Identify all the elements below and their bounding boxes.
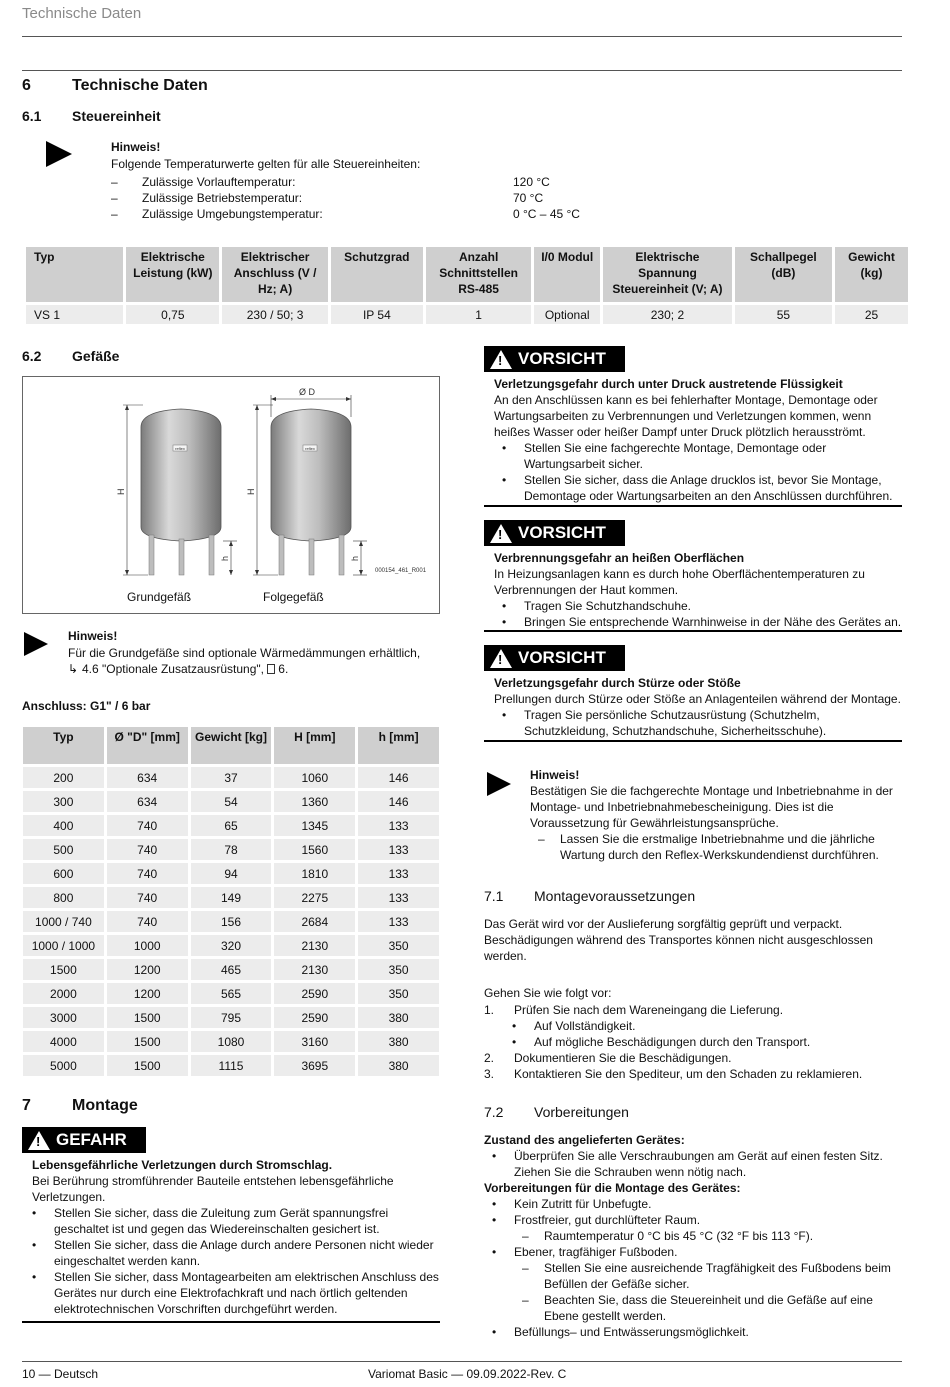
figure-label-left: Grundgefäß <box>127 590 192 604</box>
table-cell: 3160 <box>274 1031 355 1052</box>
note-reference <box>68 661 288 677</box>
footer-document: Variomat Basic — 09.09.2022-Rev. C <box>368 1367 567 1381</box>
table-header: Gewicht [kg] <box>191 727 272 764</box>
table-header: Anzahl Schnittstellen RS-485 <box>426 247 531 302</box>
table-cell: 320 <box>191 935 272 956</box>
table-row <box>23 935 439 956</box>
table-cell: 350 <box>358 983 439 1004</box>
table-cell: 1500 <box>107 1031 188 1052</box>
figure-label-right: Folgegefäß <box>263 590 324 604</box>
table-cell: 0,75 <box>126 305 219 324</box>
table-row <box>23 911 439 932</box>
note-arrow-icon <box>46 141 72 167</box>
table-cell: 133 <box>358 863 439 884</box>
step-item: 2. Dokumentieren Sie die Beschädigungen. <box>484 1051 732 1065</box>
table-cell: 740 <box>107 815 188 836</box>
table-cell: IP 54 <box>331 305 423 324</box>
page-icon <box>267 664 275 674</box>
table-cell: 156 <box>191 911 272 932</box>
table-cell: 300 <box>23 791 104 812</box>
connection-spec: Anschluss: G1" / 6 bar <box>22 699 151 713</box>
caution-badge: ! VORSICHT <box>484 645 625 671</box>
danger-bullet: • Stellen Sie sicher, dass die Anlage durch andere Personen nicht wieder eingeschaltet werden kann. <box>24 1237 440 1269</box>
table-cell: 1810 <box>274 863 355 884</box>
caution-badge: ! VORSICHT <box>484 520 625 546</box>
folgegefaess-vessel <box>271 409 351 575</box>
table-cell: 133 <box>358 839 439 860</box>
table-header: Elektrische Leistung (kW) <box>126 247 219 302</box>
section-6-title: Technische Daten <box>72 77 208 94</box>
table-cell: 146 <box>358 791 439 812</box>
table-row <box>26 305 908 324</box>
caution-badge: ! VORSICHT <box>484 346 625 372</box>
temp-label: Zulässige Betriebstemperatur: <box>142 191 303 205</box>
step-item: 3. Kontaktieren Sie den Spediteur, um den Schaden zu reklamieren. <box>484 1067 863 1081</box>
temp-item: – Zulässige Vorlauftemperatur: 120 °C <box>111 175 550 189</box>
table-header: Typ <box>23 727 104 764</box>
table-cell: 230 / 50; 3 <box>222 305 327 324</box>
table-cell: 2275 <box>274 887 355 908</box>
danger-bullet: • Stellen Sie sicher, dass die Zuleitung zum Gerät spannungsfrei geschaltet ist und gegen das Wiedereinschalten gesichert ist. <box>24 1205 440 1237</box>
section-rule <box>22 70 902 71</box>
table-header: Elektrische Spannung Steuereinheit (V; A) <box>603 247 732 302</box>
footer-page: 10 — Deutsch <box>22 1367 99 1381</box>
state-bullet: • Überprüfen Sie alle Verschraubungen am Gerät auf einen festen Sitz. Ziehen Sie die Schrauben wenn nötig nach. <box>484 1148 902 1180</box>
svg-text:reflex: reflex <box>305 446 315 451</box>
table-cell: 634 <box>107 791 188 812</box>
reference-link[interactable]: 4.6 "Optionale Zusatzausrüstung", <box>82 662 268 676</box>
figure-id: 000154_461_R001 <box>375 568 427 574</box>
table-cell: 200 <box>23 767 104 788</box>
vessel-figure <box>22 376 440 614</box>
table-cell: 1345 <box>274 815 355 836</box>
section-7-1-number: 7.1 <box>484 888 504 904</box>
table-cell: 5000 <box>23 1055 104 1076</box>
table-cell: 465 <box>191 959 272 980</box>
temperature-list <box>111 174 611 222</box>
header-rule <box>22 36 902 37</box>
table-cell: 54 <box>191 791 272 812</box>
dimension-H-label: H <box>246 488 256 495</box>
prep-item: • Befüllungs– und Entwässerungsmöglichkeit. <box>484 1324 902 1340</box>
table-header: Typ <box>26 247 123 302</box>
section-7-2-number: 7.2 <box>484 1104 504 1120</box>
caution-bullet: • Tragen Sie Schutzhandschuhe. <box>494 598 902 614</box>
table-row <box>23 815 439 836</box>
prep-item: • Frostfreier, gut durchlüfteter Raum. <box>484 1212 902 1228</box>
table-cell: 800 <box>23 887 104 908</box>
caution-box-hot-surfaces <box>484 520 902 632</box>
table-cell: 380 <box>358 1007 439 1028</box>
caution-title: Verletzungsgefahr durch Stürze oder Stöße <box>494 675 741 690</box>
note-dash-item: – Lassen Sie die erstmalige Inbetriebnahme und die jährliche Wartung durch den Reflex-Werkskundendienst durchführen. <box>530 831 902 863</box>
caution-bullet: • Bringen Sie entsprechende Warnhinweise in der Nähe des Gerätes an. <box>494 614 902 630</box>
section-7-2-title: Vorbereitungen <box>534 1104 629 1120</box>
temp-item: – Zulässige Umgebungstemperatur: 0 °C – 45 °C <box>111 207 580 221</box>
table-cell: 400 <box>23 815 104 836</box>
section-7-1-paragraph: Das Gerät wird vor der Auslieferung sorgfältig geprüft und verpackt. Beschädigungen während des Transportes können nicht ausgeschlossen werden. <box>484 917 873 963</box>
caution-text: In Heizungsanlagen kann es durch hohe Oberflächentemperaturen zu Verbrennungen der Haut kommen. <box>494 566 865 597</box>
table-cell: 740 <box>107 911 188 932</box>
prep-subitem: – Raumtemperatur 0 °C bis 45 °C (32 °F bis 113 °F). <box>514 1228 902 1244</box>
note-title: Hinweis! <box>68 629 118 643</box>
table-cell: 1 <box>426 305 531 324</box>
table-cell: 1000 <box>107 935 188 956</box>
note-title: Hinweis! <box>530 768 580 782</box>
vessel-drawing <box>23 377 439 613</box>
table-cell: 37 <box>191 767 272 788</box>
table-cell: 2590 <box>274 983 355 1004</box>
table-cell: 1560 <box>274 839 355 860</box>
step-subitem: • Auf mögliche Beschädigungen durch den Transport. <box>504 1034 902 1050</box>
section-6-1-number: 6.1 <box>22 108 42 124</box>
steps-list <box>484 1002 902 1082</box>
table-cell: 350 <box>358 959 439 980</box>
table-header: Schallpegel (dB) <box>735 247 832 302</box>
table-cell: 146 <box>358 767 439 788</box>
prep-item: • Ebener, tragfähiger Fußboden. <box>484 1244 902 1260</box>
note-arrow-icon <box>487 772 511 796</box>
table-cell: Optional <box>534 305 600 324</box>
temp-item: – Zulässige Betriebstemperatur: 70 °C <box>111 191 544 205</box>
warning-icon <box>490 524 512 543</box>
table-header: I/0 Modul <box>534 247 600 302</box>
footer-rule <box>22 1361 902 1362</box>
caution-text: Prellungen durch Stürze oder Stöße an Anlagenteilen während der Montage. <box>494 691 901 706</box>
table-cell: 149 <box>191 887 272 908</box>
dimension-H-label: H <box>116 488 126 495</box>
section-7-number: 7 <box>22 1097 31 1114</box>
temp-value: 70 °C <box>513 191 544 205</box>
control-unit-table <box>23 244 911 327</box>
dimension-d-label: Ø D <box>299 387 316 397</box>
section-6-number: 6 <box>22 77 31 94</box>
svg-text:reflex: reflex <box>175 446 185 451</box>
table-cell: 740 <box>107 863 188 884</box>
table-row <box>23 767 439 788</box>
note-text-line1: Für die Grundgefäße sind optionale Wärmedämmungen erhältlich, <box>68 646 421 660</box>
table-row <box>23 863 439 884</box>
table-cell: 1500 <box>107 1055 188 1076</box>
dimension-h-label: h <box>350 555 360 561</box>
section-7-title: Montage <box>72 1097 138 1114</box>
table-row <box>23 839 439 860</box>
reference-page: 6. <box>278 662 289 676</box>
table-header: h [mm] <box>358 727 439 764</box>
table-cell: 1200 <box>107 983 188 1004</box>
section-6-1-title: Steuereinheit <box>72 108 161 124</box>
note-text: Folgende Temperaturwerte gelten für alle Steuereinheiten: <box>111 157 421 171</box>
danger-text: Bei Berührung stromführender Bauteile entstehen lebensgefährliche Verletzungen. <box>32 1173 394 1204</box>
table-cell: 1080 <box>191 1031 272 1052</box>
table-cell: 740 <box>107 839 188 860</box>
table-cell: 740 <box>107 887 188 908</box>
note-right <box>530 767 902 863</box>
prep-item: • Kein Zutritt für Unbefugte. <box>484 1196 902 1212</box>
table-header: H [mm] <box>274 727 355 764</box>
caution-bullet: • Tragen Sie persönliche Schutzausrüstung (Schutzhelm, Schutzkleidung, Schutzhandschuhe, Sicherheitsschuhe). <box>494 707 902 739</box>
temp-value: 0 °C – 45 °C <box>513 207 580 221</box>
table-cell: 2130 <box>274 935 355 956</box>
section-7-1-title: Montagevoraussetzungen <box>534 888 696 904</box>
table-cell: 1500 <box>107 1007 188 1028</box>
table-cell: 350 <box>358 935 439 956</box>
table-row <box>23 791 439 812</box>
table-cell: 2130 <box>274 959 355 980</box>
step-item: 1. Prüfen Sie nach dem Wareneingang die Lieferung. <box>484 1003 784 1017</box>
section-7-2-content <box>484 1132 902 1340</box>
table-cell: 2000 <box>23 983 104 1004</box>
temp-label: Zulässige Umgebungstemperatur: <box>142 207 323 221</box>
warning-icon <box>490 649 512 668</box>
table-row <box>23 1007 439 1028</box>
table-cell: 1000 / 740 <box>23 911 104 932</box>
reference-arrow-icon: ↳ <box>68 662 79 676</box>
table-row <box>23 1055 439 1076</box>
table-cell: 55 <box>735 305 832 324</box>
table-cell: 1200 <box>107 959 188 980</box>
table-cell: 78 <box>191 839 272 860</box>
table-cell: 1060 <box>274 767 355 788</box>
table-cell: 795 <box>191 1007 272 1028</box>
table-row <box>23 887 439 908</box>
prep-subitem: – Stellen Sie eine ausreichende Tragfähigkeit des Fußbodens beim Befüllen der Gefäße sicher. <box>514 1260 902 1292</box>
temp-label: Zulässige Vorlauftemperatur: <box>142 175 296 189</box>
step-subitem: • Auf Vollständigkeit. <box>504 1018 902 1034</box>
danger-warning-box <box>22 1127 440 1323</box>
table-cell: 634 <box>107 767 188 788</box>
table-header: Schutzgrad <box>331 247 423 302</box>
table-cell: 65 <box>191 815 272 836</box>
table-cell: 94 <box>191 863 272 884</box>
section-6-2-title: Gefäße <box>72 348 120 364</box>
table-row <box>23 959 439 980</box>
state-title: Zustand des angelieferten Gerätes: <box>484 1133 685 1147</box>
table-cell: 133 <box>358 815 439 836</box>
table-cell: 4000 <box>23 1031 104 1052</box>
grundgefaess-vessel <box>141 409 221 575</box>
steps-intro: Gehen Sie wie folgt vor: <box>484 986 612 1000</box>
table-cell: 133 <box>358 911 439 932</box>
table-cell: 380 <box>358 1031 439 1052</box>
vessel-table <box>20 724 442 1079</box>
note-title: Hinweis! <box>111 140 161 154</box>
danger-bullet: • Stellen Sie sicher, dass Montagearbeiten am elektrischen Anschluss des Gerätes nur durch eine Elektrofachkraft und nach örtlich geltenden elektrotechnischen Vorschriften durchgeführt werden. <box>24 1269 440 1317</box>
danger-title: Lebensgefährliche Verletzungen durch Stromschlag. <box>32 1157 333 1172</box>
temp-value: 120 °C <box>513 175 550 189</box>
caution-bullet: • Stellen Sie sicher, dass die Anlage drucklos ist, bevor Sie Montage, Demontage oder Wartungsarbeiten an den Anschlüssen durchführen. <box>494 472 902 504</box>
table-cell: VS 1 <box>26 305 123 324</box>
table-cell: 1115 <box>191 1055 272 1076</box>
table-cell: 230; 2 <box>603 305 732 324</box>
table-row <box>23 1031 439 1052</box>
table-cell: 600 <box>23 863 104 884</box>
danger-badge: ! GEFAHR <box>22 1127 146 1153</box>
table-cell: 565 <box>191 983 272 1004</box>
table-cell: 3000 <box>23 1007 104 1028</box>
note-arrow-icon <box>24 632 48 656</box>
table-cell: 1360 <box>274 791 355 812</box>
table-header: Gewicht (kg) <box>835 247 908 302</box>
caution-title: Verbrennungsgefahr an heißen Oberflächen <box>494 550 745 565</box>
warning-icon <box>28 1131 50 1150</box>
section-6-2-number: 6.2 <box>22 348 42 364</box>
prep-title: Vorbereitungen für die Montage des Gerätes: <box>484 1181 741 1195</box>
caution-box-pressure <box>484 346 902 507</box>
table-cell: 380 <box>358 1055 439 1076</box>
caution-text: An den Anschlüssen kann es bei fehlerhafter Montage, Demontage oder Wartungsarbeiten zu Verbrennungen und Verletzungen kommen, wenn heißes Wasser oder heißer Dampf unter Druck plötzlich herausströmt. <box>494 392 878 439</box>
prep-subitem: – Beachten Sie, dass die Steuereinheit und die Gefäße auf eine Ebene gestellt werden. <box>514 1292 902 1324</box>
table-header: Ø "D" [mm] <box>107 727 188 764</box>
table-row <box>23 983 439 1004</box>
table-cell: 1000 / 1000 <box>23 935 104 956</box>
table-header: Elektrischer Anschluss (V / Hz; A) <box>222 247 327 302</box>
caution-title: Verletzungsgefahr durch unter Druck austretende Flüssigkeit <box>494 376 843 391</box>
running-header: Technische Daten <box>22 5 142 22</box>
caution-bullet: • Stellen Sie eine fachgerechte Montage, Demontage oder Wartungsarbeit sicher. <box>494 440 902 472</box>
dimension-h-label: h <box>220 555 230 561</box>
table-cell: 133 <box>358 887 439 908</box>
warning-icon <box>490 350 512 369</box>
table-cell: 2684 <box>274 911 355 932</box>
table-cell: 1500 <box>23 959 104 980</box>
caution-box-falls <box>484 645 902 742</box>
table-cell: 2590 <box>274 1007 355 1028</box>
table-cell: 500 <box>23 839 104 860</box>
table-cell: 3695 <box>274 1055 355 1076</box>
table-cell: 25 <box>835 305 908 324</box>
note-text: Bestätigen Sie die fachgerechte Montage und Inbetriebnahme in der Montage- und Inbetriebnahmebescheinigung. Dies ist die Voraussetzung für Gewährleistungsansprüche. <box>530 784 893 830</box>
